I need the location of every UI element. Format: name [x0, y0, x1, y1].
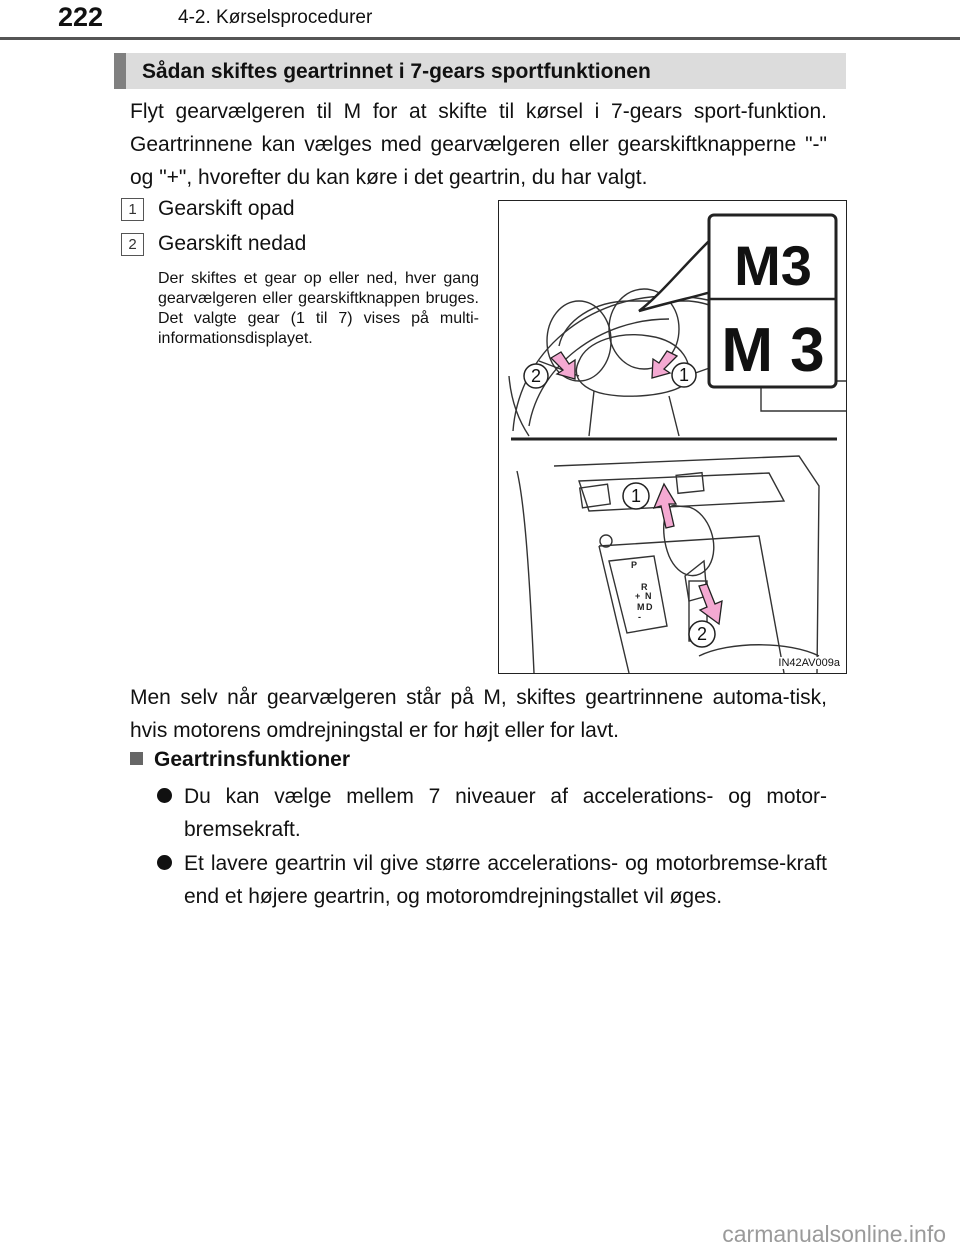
- bullet-2-text: Et lavere geartrin vil give større accelerations- og motorbremse-kraft end et højere geartrin, og motoromdrejningstallet vil øges.: [184, 852, 827, 908]
- shift-letter-m: M: [637, 602, 645, 612]
- note-text: Der skiftes et gear op eller ned, hver gang gearvælgeren eller gearskiftknappen bruges. Det valgte gear (1 til 7) vises på multi-informationsdisplayet.: [158, 270, 479, 347]
- square-bullet-icon: [130, 752, 143, 765]
- after-paragraph: Men selv når gearvælgeren står på M, skiftes geartrinnene automa-tisk, hvis motorens omdrejningstal er for højt eller for lavt.: [130, 686, 827, 742]
- shift-letter-r: R: [641, 582, 648, 592]
- page-number: 222: [58, 2, 104, 32]
- shift-letter-n: N: [645, 591, 652, 601]
- figure: [498, 200, 847, 674]
- watermark: carmanualsonline.info: [722, 1221, 946, 1247]
- shift-letter-p: P: [631, 560, 638, 570]
- paddle-down-arrow-icon: [551, 352, 575, 379]
- item-1-label: Gearskift opad: [158, 197, 295, 220]
- figure-illustration: [499, 201, 846, 673]
- bullet-1-text: Du kan vælge mellem 7 niveauer af accelerations- og motor-bremsekraft.: [184, 785, 827, 841]
- callout-2-wheel: 2: [530, 366, 542, 386]
- section-bar: [114, 53, 846, 89]
- display-top: M3: [734, 234, 812, 297]
- bullet-dot-icon: [157, 855, 172, 870]
- bullet-dot-icon: [157, 788, 172, 803]
- item-2-badge: 2: [121, 233, 144, 256]
- chapter-title: 4-2. Kørselsprocedurer: [178, 7, 373, 28]
- section-title: Sådan skiftes geartrinnet i 7-gears sportfunktionen: [142, 60, 651, 83]
- figure-code: IN42AV009a: [778, 657, 840, 669]
- callout-1-wheel: 1: [678, 365, 690, 385]
- shift-letter-plus: +: [635, 591, 641, 601]
- shift-down-arrow-icon: [699, 584, 722, 624]
- subsection-heading: [130, 748, 350, 772]
- item-1-badge: 1: [121, 198, 144, 221]
- shift-letter-d: D: [646, 602, 653, 612]
- intro-paragraph: Flyt gearvælgeren til M for at skifte til kørsel i 7-gears sport-funktion. Geartrinnene kan vælges med gearvælgeren eller gearskiftknapperne "-" og "+", hvorefter du kan køre i det geartrin, du har valgt.: [130, 100, 827, 189]
- display-bottom: M 3: [721, 316, 825, 385]
- header-rule: [0, 37, 960, 40]
- shift-letter-minus: -: [638, 612, 641, 622]
- callout-2-shifter: 2: [696, 624, 708, 644]
- subsection-title: Geartrinsfunktioner: [154, 748, 351, 771]
- callout-1-shifter: 1: [630, 486, 642, 506]
- item-2-label: Gearskift nedad: [158, 232, 307, 255]
